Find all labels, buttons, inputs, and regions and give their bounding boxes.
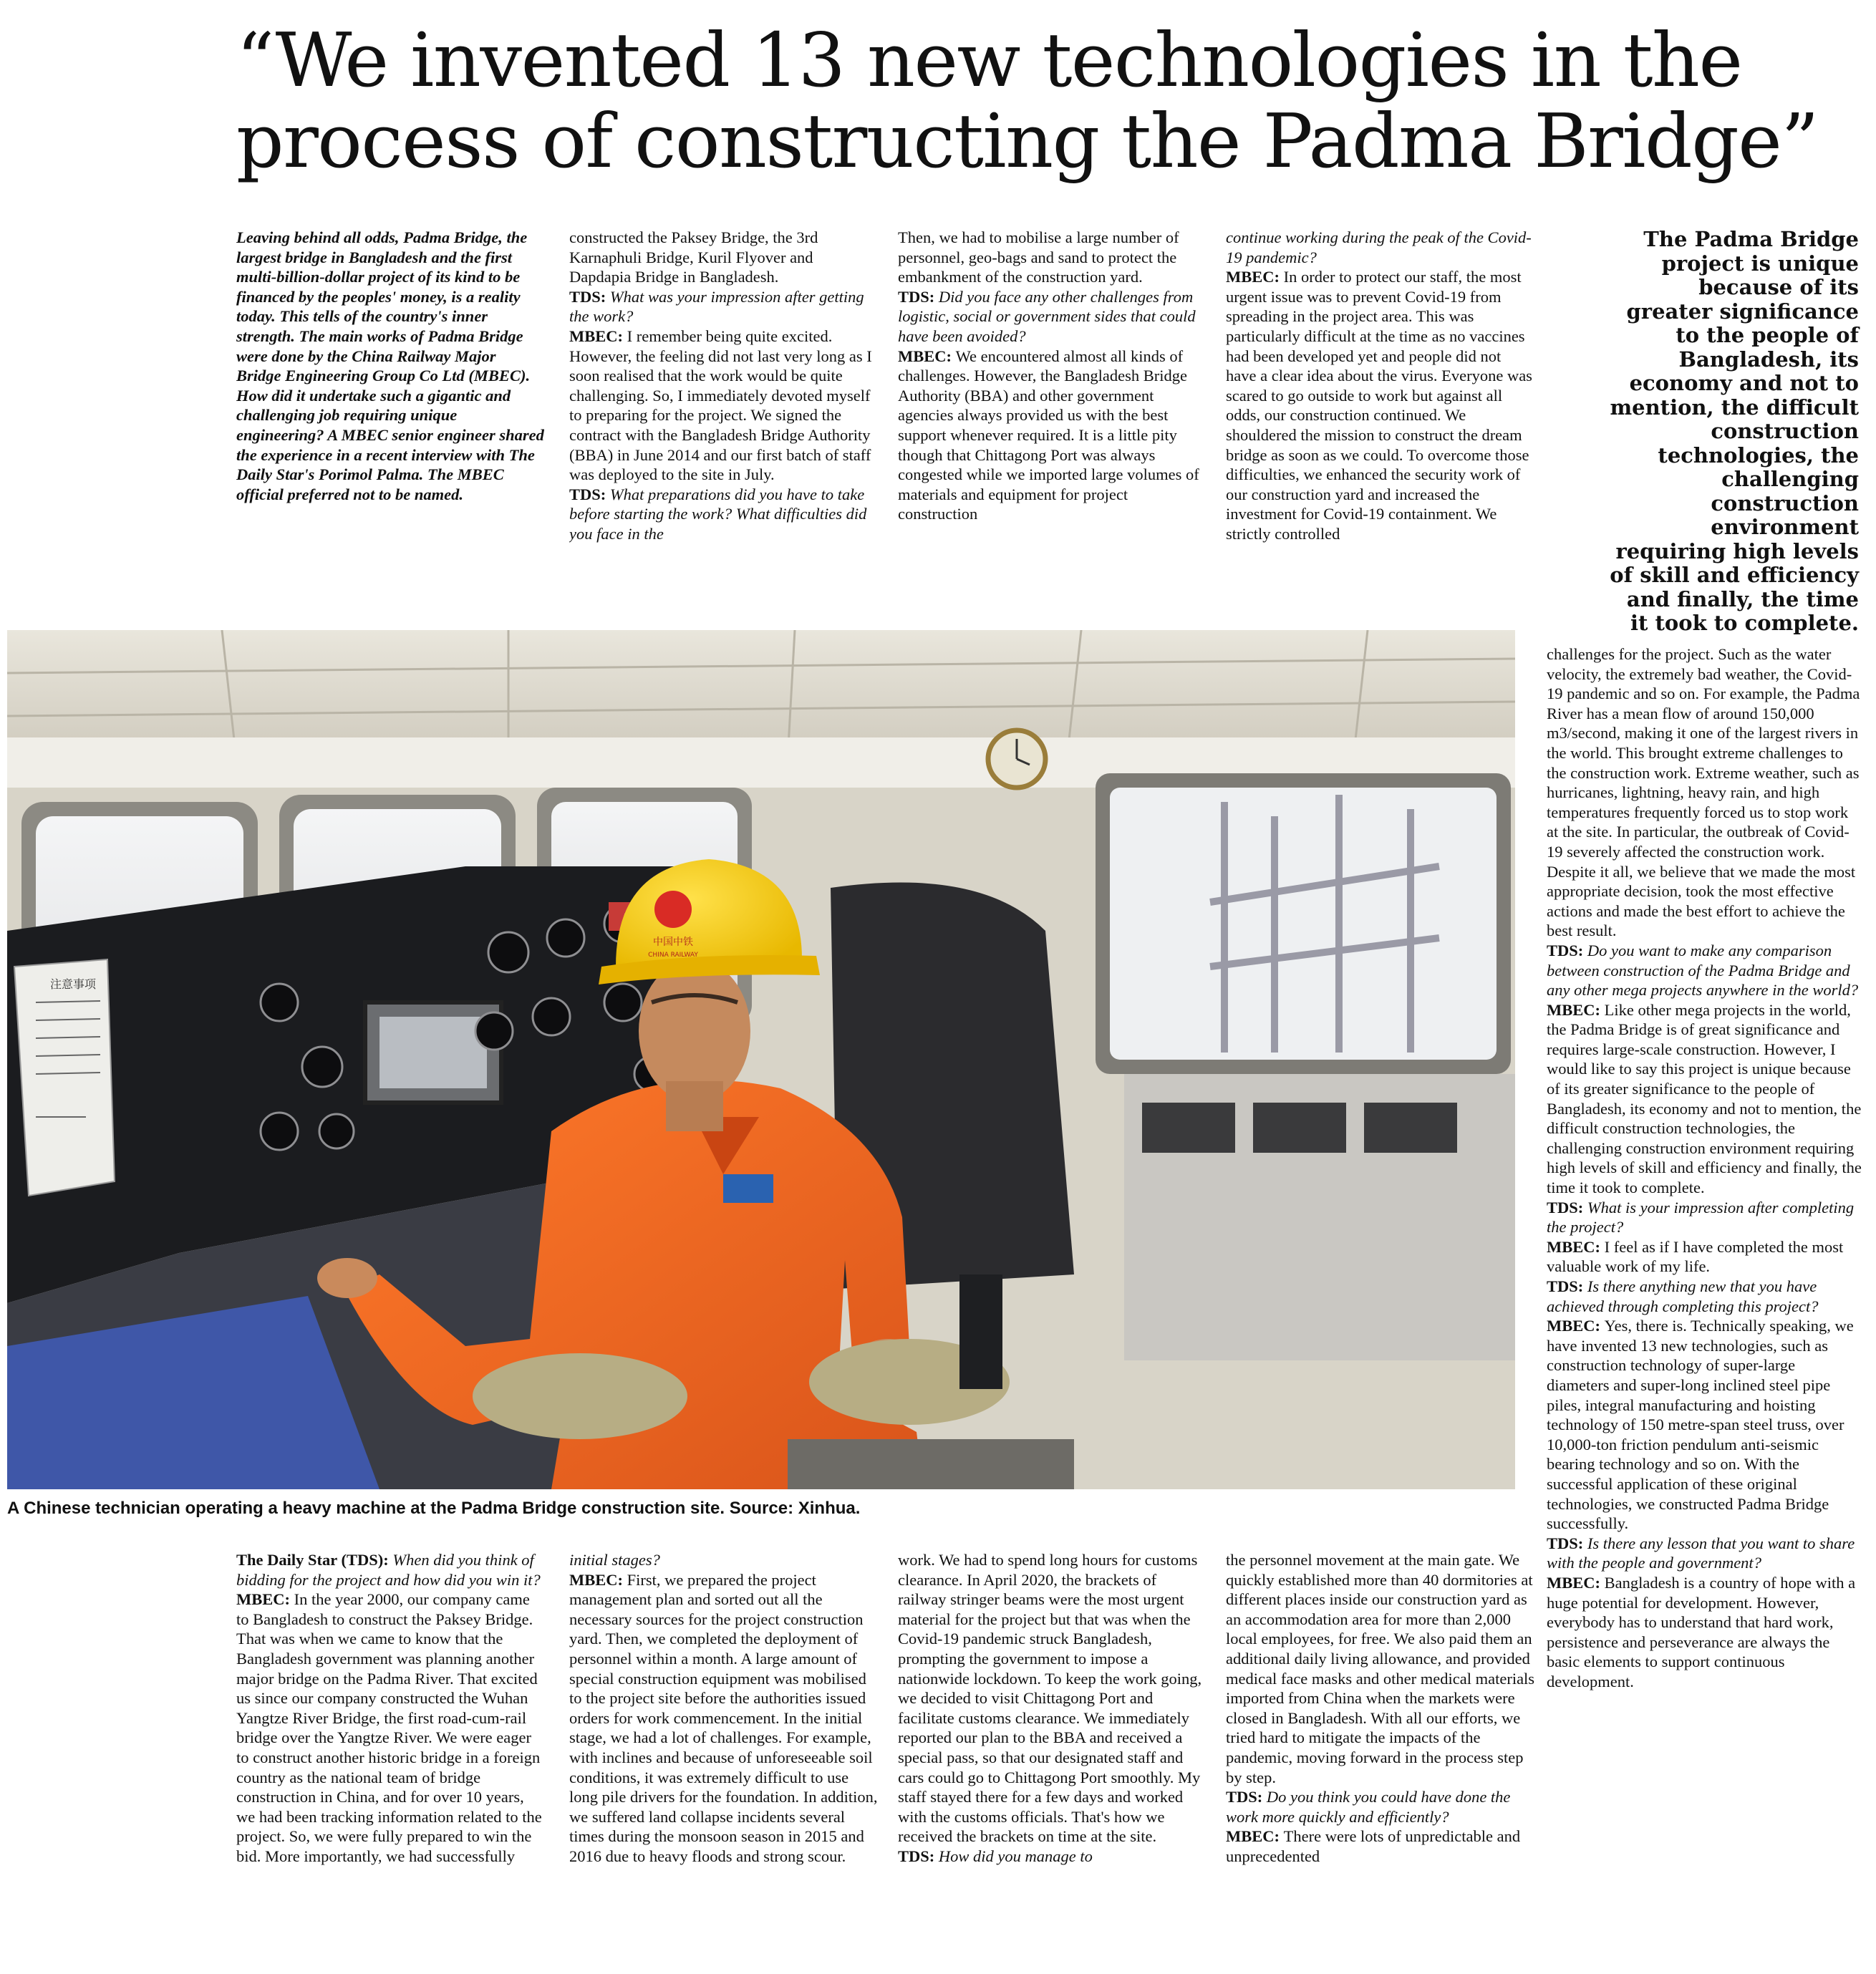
column-top-2 [569,228,874,600]
paragraph-text: First, we prepared the project management plan and sorted out all the necessary sources for the project construction yard. Then, we completed the deployment of personnel within a month. A large amount of special construction equipment was mobilised to the project site before the authorities issued orders for work commencement. In the initial stage, we had a lot of challenges. For example, with inclines and because of unforeseeable soil conditions, it was extremely difficult to use long pile drivers for the foundation. In addition, we suffered land collapse incidents several times during the monsoon season in 2015 and 2016 due to heavy floods and strong scour. [569,1570,878,1865]
paragraph-text: Is there any lesson that you want to share with the people and government? [1547,1534,1855,1572]
speaker-label: MBEC: [1547,1573,1605,1592]
paragraph-text: I feel as if I have completed the most valuable work of my life. [1547,1237,1844,1276]
paragraph-text: Is there anything new that you have achieved through completing this project? [1547,1277,1819,1315]
question-paragraph [898,287,1207,347]
question-paragraph [569,485,874,544]
speaker-label: TDS: [1547,1277,1587,1295]
paragraph-text: We encountered almost all kinds of challenges. However, the Bangladesh Bridge Authority (BBA) and other government agencies always provided us with the best support whenever required. It is a little pity though that Chittagong Port was always congested while we imported large volumes of materials and equipment for project construction [898,347,1199,523]
speaker-label: TDS: [1547,1198,1587,1216]
paragraph-text: Bangladesh is a country of hope with a huge potential for development. However, everybody has to understand that hard work, persistence and perseverance are always the basic elements to support continuous development. [1547,1573,1856,1690]
paragraph-text: I remember being quite excited. However, the feeling did not last very long as I soon realised that the work would be quite challenging. So, I immediately devoted myself to preparing for the project. We signed the contract with the Bangladesh Bridge Authority (BBA) in June 2014 and our first batch of staff was deployed to the site in July. [569,326,872,484]
question-paragraph [1547,941,1862,1000]
helmet-badge-subtext: CHINA RAILWAY [648,952,698,959]
question-paragraph [1547,1198,1862,1237]
column-top-3 [898,228,1207,600]
paragraph-text: There were lots of unpredictable and unprecedented [1226,1827,1521,1865]
speaker-label: MBEC: [898,347,956,365]
paragraph-text: Then, we had to mobilise a large number of personnel, geo-bags and sand to protect the embankment of the construction yard. [898,228,1179,286]
column-right [1547,644,1862,1973]
paragraph-text: continue working during the peak of the Covid-19 pandemic? [1226,228,1532,266]
paragraph-text: What is your impression after completing the project? [1547,1198,1855,1237]
paragraph-text: What preparations did you have to take before starting the work? What difficulties did you face in the [569,485,867,543]
speaker-label: TDS: [898,287,939,306]
column-top-4 [1226,228,1532,600]
question-paragraph [1547,1534,1862,1573]
paragraph-text: How did you manage to [938,1847,1093,1865]
speaker-label: TDS: [1547,941,1587,959]
paragraph-text: the personnel movement at the main gate. We quickly established more than 40 dormitories at different places inside our construction yard as an accommodation area for more than 2,000 local employees, for free. We also paid them an additional daily living allowance, and provided medical face masks and other medical materials imported from China when the markets were closed in Bangladesh. With all our efforts, we tried hard to mitigate the impacts of the pandemic, moving forward in the process step by step. [1226,1551,1535,1786]
speaker-label: MBEC: [1547,1237,1605,1256]
speaker-label: MBEC: [1547,1317,1605,1335]
paragraph-text: What was your impression after getting the work? [569,287,864,326]
answer-paragraph [569,1570,879,1867]
paragraph-text: Do you want to make any comparison between construction of the Padma Bridge and any other mega projects anywhere in the world? [1547,941,1859,1000]
paragraph-text: initial stages? [569,1551,660,1569]
body-paragraph [569,228,874,287]
speaker-label: TDS: [1547,1534,1587,1552]
question-paragraph [569,1550,879,1570]
question-paragraph [1547,1277,1862,1316]
column-bottom-1 [236,1550,546,1974]
paragraph-text: constructed the Paksey Bridge, the 3rd Karnaphuli Bridge, Kuril Flyover and Dapdapia Bridge in Bangladesh. [569,228,818,286]
answer-paragraph [898,347,1207,524]
question-paragraph [898,1847,1207,1867]
paragraph-text: When did you think of bidding for the project and how did you win it? [236,1551,541,1589]
paragraph-text: challenges for the project. Such as the water velocity, the extremely bad weather, the Covid-19 pandemic and so on. For example, the Padma River has a mean flow of around 150,000 m3/second, making it one of the largest rivers in the world. This brought extreme challenges to the construction work. Extreme weather, such as hurricanes, lightning, heavy rain, and high temperatures frequently forced us to stop work at the site. In particular, the outbreak of Covid-19 severely affected the construction work. Despite it all, we believe that we made the most appropriate decision, took the most effective actions and made the best effort to achieve the best result. [1547,645,1860,940]
speaker-label: TDS: [898,1847,939,1865]
speaker-label: MBEC: [1226,268,1284,286]
question-paragraph [1226,228,1532,267]
answer-paragraph [236,1590,546,1866]
column-bottom-2 [569,1550,879,1974]
paragraph-text: Yes, there is. Technically speaking, we have invented 13 new technologies, such as construction technology of super-large diameters and super-long inclined steel pipe piles, integral manufacturing and hoisting technology of 150 metre-span steel truss, over 10,000-ton friction pendulum anti-seismic bearing technology and so on. With the successful application of these original technologies, we constructed Padma Bridge successfully. [1547,1317,1854,1533]
answer-paragraph [1226,1827,1535,1866]
column-bottom-4 [1226,1550,1535,1974]
answer-paragraph [1547,1000,1862,1198]
question-paragraph [569,287,874,326]
answer-paragraph [1547,1573,1862,1692]
paragraph-text: work. We had to spend long hours for customs clearance. In April 2020, the brackets of railway stringer beams were the most urgent material for the project but that was when the Covid-19 pandemic struck Bangladesh, prompting the government to impose a nationwide lockdown. To keep the work going, we decided to visit Chittagong Port and facilitate customs clearance. We immediately reported our plan to the BBA and received a special pass, so that our designated staff and cars could go to Chittagong Port smoothly. My staff stayed there for a few days and worked with the customs officials. That's how we received the brackets on time at the site. [898,1551,1202,1846]
body-paragraph [898,1550,1207,1847]
speaker-label: TDS: [569,485,610,503]
speaker-label: MBEC: [1226,1827,1284,1846]
column-bottom-3 [898,1550,1207,1974]
speaker-label: MBEC: [569,1570,627,1589]
photo-caption: A Chinese technician operating a heavy machine at the Padma Bridge construction site. Source: Xinhua. [7,1499,861,1518]
answer-paragraph [1547,1316,1862,1534]
question-paragraph [236,1550,546,1590]
speaker-label: MBEC: [236,1590,294,1609]
body-paragraph [1226,1550,1535,1787]
question-paragraph [1226,1787,1535,1827]
paragraph-text: In the year 2000, our company came to Bangladesh to construct the Paksey Bridge. That was when we came to know that the Bangladesh government was planning another major bridge on the Padma River. That excited us since our company constructed the Wuhan Yangtze River Bridge, the first road-cum-rail bridge over the Yangtze River. We were eager to construct another historic bridge in a foreign country as the national team of bridge construction in China, and for over 10 years, we had been tracking information related to the project. So, we were fully prepared to win the bid. More importantly, we had successfully [236,1590,542,1865]
headline: “We invented 13 new technologies in the process of constructing the Padma Bridge” [236,16,1818,185]
speaker-label: TDS: [1226,1788,1267,1806]
body-paragraph [1547,644,1862,941]
photo-technician-control-room [7,630,1515,1489]
notice-title: 注意事项 [50,977,97,991]
paragraph-text: Like other mega projects in the world, the Padma Bridge is of great significance and requires large-scale construction. However, I would like to say this project is unique because of its greater significance to the people of Bangladesh, its economy and not to mention, the difficult construction technologies, the challenging construction environment requiring high levels of skill and efficiency and finally, the time it took to complete. [1547,1000,1862,1197]
answer-paragraph [569,326,874,485]
speaker-label: The Daily Star (TDS): [236,1551,393,1569]
answer-paragraph [1226,267,1532,543]
pull-quote: The Padma Bridge project is unique because of its greater significance to the people of Bangladesh, its economy and not to mention, the difficult construction technologies, the challenging construction environment requiring high levels of skill and efficiency and finally, the time it took to complete. [1610,227,1859,635]
answer-paragraph [1547,1237,1862,1277]
paragraph-text: Do you think you could have done the work more quickly and efficiently? [1226,1788,1511,1826]
speaker-label: TDS: [569,287,610,306]
paragraph-text: Did you face any other challenges from logistic, social or government sides that could have been avoided? [898,287,1196,345]
speaker-label: MBEC: [1547,1000,1605,1019]
helmet-badge-text: 中国中铁 [653,937,693,948]
intro-paragraph: Leaving behind all odds, Padma Bridge, the largest bridge in Bangladesh and the first multi-billion-dollar project of its kind to be financed by the peoples' money, is a reality today. This tells of the country's inner strength. The main works of Padma Bridge were done by the China Railway Major Bridge Engineering Group Co Ltd (MBEC). How did it undertake such a gigantic and challenging job requiring unique engineering? A MBEC senior engineer shared the experience in a recent interview with The Daily Star's Porimol Palma. The MBEC official preferred not to be named. [236,228,544,503]
body-paragraph [898,228,1207,287]
speaker-label: MBEC: [569,326,627,345]
paragraph-text: In order to protect our staff, the most urgent issue was to prevent Covid-19 from spreading in the project area. This was particularly difficult at the time as no vaccines had been developed yet and people did not have a clear idea about the virus. Everyone was scared to go outside to work but against all odds, our construction continued. We shouldered the mission to construct the dream bridge as soon as we could. To overcome those difficulties, we enhanced the security work of our construction yard and increased the investment for Covid-19 containment. We strictly controlled [1226,268,1532,543]
